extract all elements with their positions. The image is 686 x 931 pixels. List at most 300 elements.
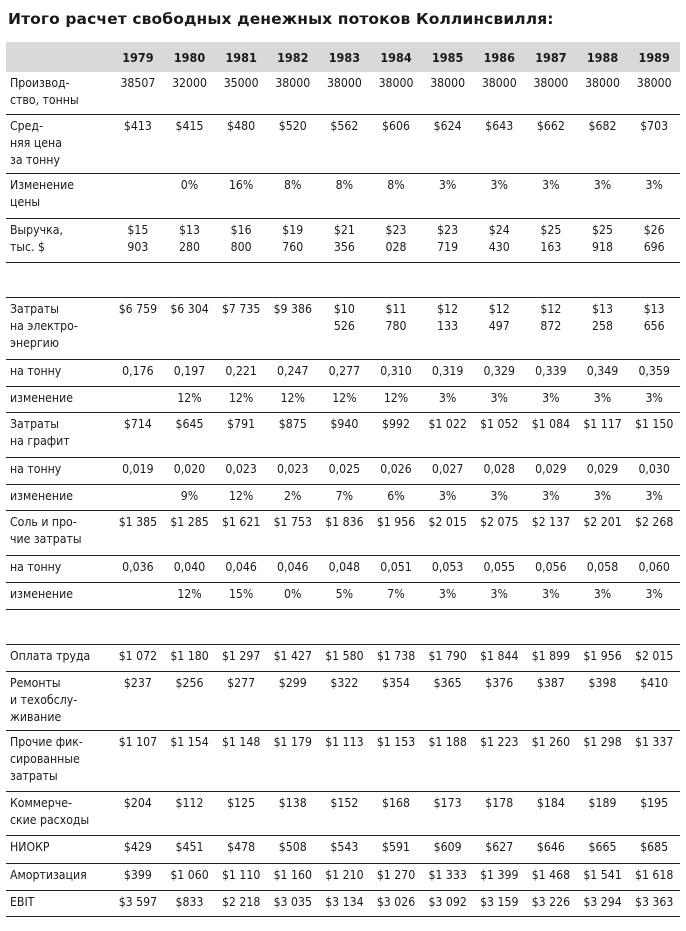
value-line: $682	[588, 118, 617, 133]
value-line: $665	[588, 839, 617, 854]
row-label	[6, 863, 112, 890]
value-line: 430	[488, 239, 510, 254]
value-cell	[422, 791, 474, 835]
value-line: 0,030	[638, 461, 670, 476]
value-cell	[164, 863, 216, 890]
value-cell	[577, 671, 629, 730]
value-line: $875	[278, 416, 307, 431]
value-line: 760	[282, 239, 304, 254]
value-line: 3%	[438, 586, 457, 601]
value-cell	[370, 484, 422, 510]
value-line: $1 621	[221, 514, 261, 529]
value-line: 0,055	[483, 559, 515, 574]
value-cell	[319, 297, 371, 359]
value-cell	[577, 297, 629, 359]
value-cell	[525, 835, 577, 863]
value-cell	[370, 730, 422, 791]
value-cell	[473, 359, 525, 386]
value-line: $1 223	[480, 734, 519, 749]
value-line: $1 072	[118, 648, 158, 663]
value-line: 0,056	[535, 559, 567, 574]
table-row	[6, 218, 680, 262]
value-line: $1 836	[325, 514, 364, 529]
value-cell	[473, 890, 525, 916]
value-cell	[473, 730, 525, 791]
value-line: $2 268	[634, 514, 674, 529]
value-cell	[473, 835, 525, 863]
value-cell	[319, 457, 371, 484]
value-cell	[267, 386, 319, 412]
value-line: 12%	[228, 390, 254, 405]
value-cell	[370, 582, 422, 609]
row-label-line: на тонну	[10, 461, 62, 476]
row-label	[6, 218, 112, 262]
value-line: $6 759	[118, 301, 158, 316]
value-line: 38000	[275, 76, 311, 90]
value-line: 3%	[593, 586, 612, 601]
value-line: 3%	[542, 586, 560, 601]
value-cell	[112, 730, 164, 791]
value-cell	[319, 671, 371, 730]
value-cell	[370, 555, 422, 582]
value-cell	[164, 173, 216, 218]
value-cell	[628, 484, 680, 510]
spacer-row	[6, 609, 680, 644]
value-cell	[628, 412, 680, 457]
row-label	[6, 457, 112, 484]
value-line: 0,046	[225, 559, 257, 574]
value-line: $714	[123, 416, 152, 431]
value-line: 9%	[180, 488, 199, 503]
value-line: $1 150	[634, 416, 674, 431]
value-line: 38507	[120, 76, 156, 90]
value-cell	[112, 791, 164, 835]
value-line: 3%	[490, 177, 508, 192]
value-line: $12	[437, 301, 459, 316]
value-line: $940	[330, 416, 359, 431]
value-cell	[370, 297, 422, 359]
value-line: $2 201	[583, 514, 622, 529]
row-label-line: Изменение	[10, 177, 75, 192]
value-line: $376	[485, 675, 514, 690]
value-cell	[370, 386, 422, 412]
year-header: 1985	[422, 42, 474, 72]
value-cell	[422, 386, 474, 412]
value-line: $1 210	[325, 867, 364, 882]
value-line: 8%	[284, 177, 302, 192]
value-cell	[370, 218, 422, 262]
value-cell	[577, 114, 629, 173]
value-line: 696	[643, 239, 665, 254]
value-cell	[215, 890, 267, 916]
value-line: 3%	[645, 488, 663, 503]
value-cell	[577, 890, 629, 916]
value-cell	[267, 72, 319, 114]
row-label	[6, 890, 112, 916]
value-cell	[267, 359, 319, 386]
value-cell	[215, 555, 267, 582]
value-line: 0,176	[122, 363, 154, 378]
value-cell	[525, 297, 577, 359]
table-row	[6, 555, 680, 582]
value-line: 35000	[223, 76, 259, 90]
value-line: $3 035	[273, 894, 312, 909]
value-line: $3 226	[531, 894, 571, 909]
value-line: $1 541	[583, 867, 622, 882]
value-line: $451	[175, 839, 204, 854]
value-cell	[577, 386, 629, 412]
value-cell	[628, 671, 680, 730]
spacer-cell	[6, 262, 680, 297]
value-cell	[319, 72, 371, 114]
row-label-line: Затраты	[10, 416, 59, 431]
row-label-line: ские расходы	[10, 812, 90, 827]
value-line: 0,036	[122, 559, 154, 574]
value-line: $16	[230, 222, 252, 237]
value-cell	[319, 510, 371, 555]
value-cell	[525, 555, 577, 582]
value-cell	[422, 412, 474, 457]
value-line: $1 753	[273, 514, 312, 529]
value-line: 800	[230, 239, 252, 254]
value-line: $112	[175, 795, 204, 810]
value-cell	[577, 510, 629, 555]
value-line: $1 060	[170, 867, 209, 882]
value-line: $413	[123, 118, 152, 133]
value-cell	[422, 359, 474, 386]
value-line: 3%	[593, 177, 612, 192]
value-cell	[164, 730, 216, 791]
value-line: $25	[540, 222, 562, 237]
value-cell	[422, 835, 474, 863]
value-line: 497	[488, 318, 510, 333]
value-line: $1 298	[583, 734, 622, 749]
table-row	[6, 173, 680, 218]
value-cell	[628, 555, 680, 582]
table-row	[6, 863, 680, 890]
value-line: $1 260	[531, 734, 571, 749]
value-cell	[319, 730, 371, 791]
value-cell	[112, 835, 164, 863]
spacer-row	[6, 262, 680, 297]
table-row	[6, 386, 680, 412]
value-cell	[164, 72, 216, 114]
value-cell	[628, 386, 680, 412]
value-cell	[473, 173, 525, 218]
value-line: 0,310	[380, 363, 412, 378]
table-row	[6, 72, 680, 114]
value-line: 3%	[645, 390, 663, 405]
value-line: 0,046	[277, 559, 309, 574]
value-cell	[370, 412, 422, 457]
value-cell	[215, 412, 267, 457]
year-header: 1988	[577, 42, 629, 72]
value-cell	[215, 510, 267, 555]
value-line: $26	[643, 222, 665, 237]
value-line: $520	[278, 118, 307, 133]
header-row	[6, 42, 680, 72]
value-line: $256	[175, 675, 204, 690]
value-cell	[112, 386, 164, 412]
value-cell	[628, 730, 680, 791]
value-line: $237	[123, 675, 152, 690]
value-cell	[422, 671, 474, 730]
value-line: 5%	[335, 586, 354, 601]
value-cell	[628, 791, 680, 835]
page-title: Итого расчет свободных денежных потоков Коллинсвилля:	[8, 10, 554, 28]
value-line: $152	[330, 795, 359, 810]
value-cell	[525, 72, 577, 114]
value-line: 12%	[177, 586, 202, 601]
value-cell	[215, 359, 267, 386]
value-cell	[112, 218, 164, 262]
value-cell	[628, 644, 680, 671]
value-line: $478	[227, 839, 256, 854]
value-line: $398	[588, 675, 617, 690]
row-label-line: изменение	[10, 586, 73, 601]
value-cell	[164, 644, 216, 671]
value-cell	[164, 791, 216, 835]
value-line: $627	[485, 839, 514, 854]
value-cell	[628, 297, 680, 359]
row-label	[6, 835, 112, 863]
value-line: 8%	[387, 177, 405, 192]
value-line: 3%	[593, 488, 612, 503]
value-line: $3 092	[428, 894, 467, 909]
table-row	[6, 359, 680, 386]
value-line: $992	[382, 416, 410, 431]
row-label-line: тыс. $	[10, 239, 46, 254]
value-cell	[164, 890, 216, 916]
value-cell	[164, 484, 216, 510]
value-cell	[370, 457, 422, 484]
value-line: 0,020	[173, 461, 206, 476]
row-label-line: Оплата труда	[10, 648, 91, 663]
value-line: $11	[385, 301, 407, 316]
table-row	[6, 644, 680, 671]
value-line: 0,051	[380, 559, 412, 574]
value-cell	[215, 484, 267, 510]
value-cell	[473, 72, 525, 114]
value-cell	[422, 72, 474, 114]
value-cell	[215, 218, 267, 262]
value-line: $1 790	[428, 648, 467, 663]
value-line: 780	[385, 318, 407, 333]
value-line: 12%	[280, 390, 305, 405]
value-line: $1 399	[480, 867, 519, 882]
value-line: 903	[127, 239, 149, 254]
value-line: 38000	[636, 76, 672, 90]
row-label-line: сированные	[10, 751, 80, 766]
value-cell	[422, 484, 474, 510]
value-line: $1 385	[118, 514, 158, 529]
table-row	[6, 835, 680, 863]
value-cell	[267, 510, 319, 555]
value-cell	[215, 835, 267, 863]
table-row	[6, 582, 680, 609]
value-line: $7 735	[221, 301, 261, 316]
row-label-line: изменение	[10, 390, 73, 405]
value-line: $10	[333, 301, 355, 316]
value-cell	[267, 297, 319, 359]
value-line: $1 333	[428, 867, 467, 882]
value-line: 0,349	[586, 363, 619, 378]
value-cell	[525, 890, 577, 916]
row-label	[6, 72, 112, 114]
value-line: 028	[385, 239, 407, 254]
value-line: 872	[540, 318, 562, 333]
value-line: 0,028	[483, 461, 515, 476]
value-line: 0,040	[173, 559, 206, 574]
value-cell	[525, 412, 577, 457]
value-cell	[422, 297, 474, 359]
value-line: 32000	[172, 76, 207, 90]
value-cell	[112, 582, 164, 609]
value-cell	[628, 218, 680, 262]
value-line: $1 285	[170, 514, 209, 529]
value-cell	[525, 510, 577, 555]
table-row	[6, 412, 680, 457]
table-row	[6, 484, 680, 510]
value-line: $685	[640, 839, 669, 854]
row-label	[6, 412, 112, 457]
value-line: 3%	[542, 177, 560, 192]
value-line: $1 160	[273, 867, 312, 882]
table-row	[6, 890, 680, 916]
value-line: $3 597	[118, 894, 158, 909]
value-cell	[577, 218, 629, 262]
value-line: $125	[227, 795, 256, 810]
value-cell	[628, 890, 680, 916]
value-line: 12%	[332, 390, 357, 405]
value-cell	[215, 671, 267, 730]
value-cell	[628, 72, 680, 114]
value-line: $189	[588, 795, 617, 810]
table-row	[6, 510, 680, 555]
value-cell	[370, 863, 422, 890]
value-line: 163	[540, 239, 562, 254]
value-cell	[422, 457, 474, 484]
value-line: $1 107	[118, 734, 158, 749]
year-header: 1986	[473, 42, 525, 72]
table-row	[6, 297, 680, 359]
value-line: 356	[333, 239, 355, 254]
value-line: $543	[330, 839, 359, 854]
value-cell	[422, 555, 474, 582]
value-line: 0,027	[431, 461, 464, 476]
value-cell	[525, 114, 577, 173]
value-cell	[267, 484, 319, 510]
value-line: $3 026	[376, 894, 416, 909]
value-cell	[319, 114, 371, 173]
value-cell	[112, 173, 164, 218]
value-cell	[525, 386, 577, 412]
value-line: $15	[127, 222, 149, 237]
value-cell	[112, 359, 164, 386]
value-cell	[525, 484, 577, 510]
value-line: 12%	[228, 488, 254, 503]
row-label-line: Производ-	[10, 76, 70, 90]
value-cell	[112, 671, 164, 730]
row-label-line: Амортизация	[10, 867, 87, 882]
value-line: $591	[382, 839, 410, 854]
row-label-line: Ремонты	[10, 675, 61, 690]
row-label-line: цены	[10, 194, 41, 209]
value-line: $662	[536, 118, 565, 133]
value-line: $178	[485, 795, 514, 810]
value-cell	[525, 173, 577, 218]
value-line: 6%	[387, 488, 405, 503]
value-cell	[577, 484, 629, 510]
value-cell	[525, 359, 577, 386]
year-header: 1987	[525, 42, 577, 72]
value-cell	[267, 218, 319, 262]
value-line: 7%	[387, 586, 405, 601]
value-cell	[319, 791, 371, 835]
value-cell	[112, 555, 164, 582]
row-label-line: чие затраты	[10, 531, 82, 546]
value-line: $1 468	[531, 867, 571, 882]
value-line: $562	[330, 118, 359, 133]
value-cell	[370, 835, 422, 863]
value-cell	[267, 457, 319, 484]
value-cell	[370, 671, 422, 730]
value-cell	[473, 671, 525, 730]
row-label-line: няя цена	[10, 135, 62, 150]
value-cell	[473, 114, 525, 173]
value-cell	[215, 582, 267, 609]
value-line: 3%	[645, 177, 663, 192]
row-label	[6, 359, 112, 386]
value-line: $6 304	[170, 301, 209, 316]
row-label	[6, 644, 112, 671]
value-line: $1 179	[273, 734, 312, 749]
value-cell	[164, 412, 216, 457]
value-line: 0,221	[225, 363, 257, 378]
value-cell	[215, 114, 267, 173]
value-line: $277	[227, 675, 256, 690]
value-cell	[112, 297, 164, 359]
value-cell	[473, 457, 525, 484]
value-cell	[164, 582, 216, 609]
value-line: $1 052	[480, 416, 519, 431]
value-line: $508	[278, 839, 307, 854]
value-cell	[267, 671, 319, 730]
value-line: 0,053	[431, 559, 464, 574]
value-line: 38000	[585, 76, 620, 90]
value-line: $25	[592, 222, 613, 237]
value-line: $3 134	[325, 894, 364, 909]
value-cell	[319, 582, 371, 609]
value-cell	[577, 644, 629, 671]
value-line: 3%	[645, 586, 663, 601]
value-line: $1 117	[583, 416, 622, 431]
value-line: $13	[592, 301, 613, 316]
value-line: 0,023	[225, 461, 257, 476]
value-line: $1 084	[531, 416, 571, 431]
row-label-line: и техобслу-	[10, 692, 78, 707]
value-line: $410	[640, 675, 669, 690]
value-cell	[164, 457, 216, 484]
row-label-line: Прочие фик-	[10, 734, 83, 749]
row-label	[6, 555, 112, 582]
value-line: 719	[437, 239, 459, 254]
value-line: $1 154	[170, 734, 209, 749]
value-cell	[370, 359, 422, 386]
value-line: $1 153	[376, 734, 416, 749]
spacer-cell	[6, 609, 680, 644]
value-line: $1 270	[376, 867, 416, 882]
